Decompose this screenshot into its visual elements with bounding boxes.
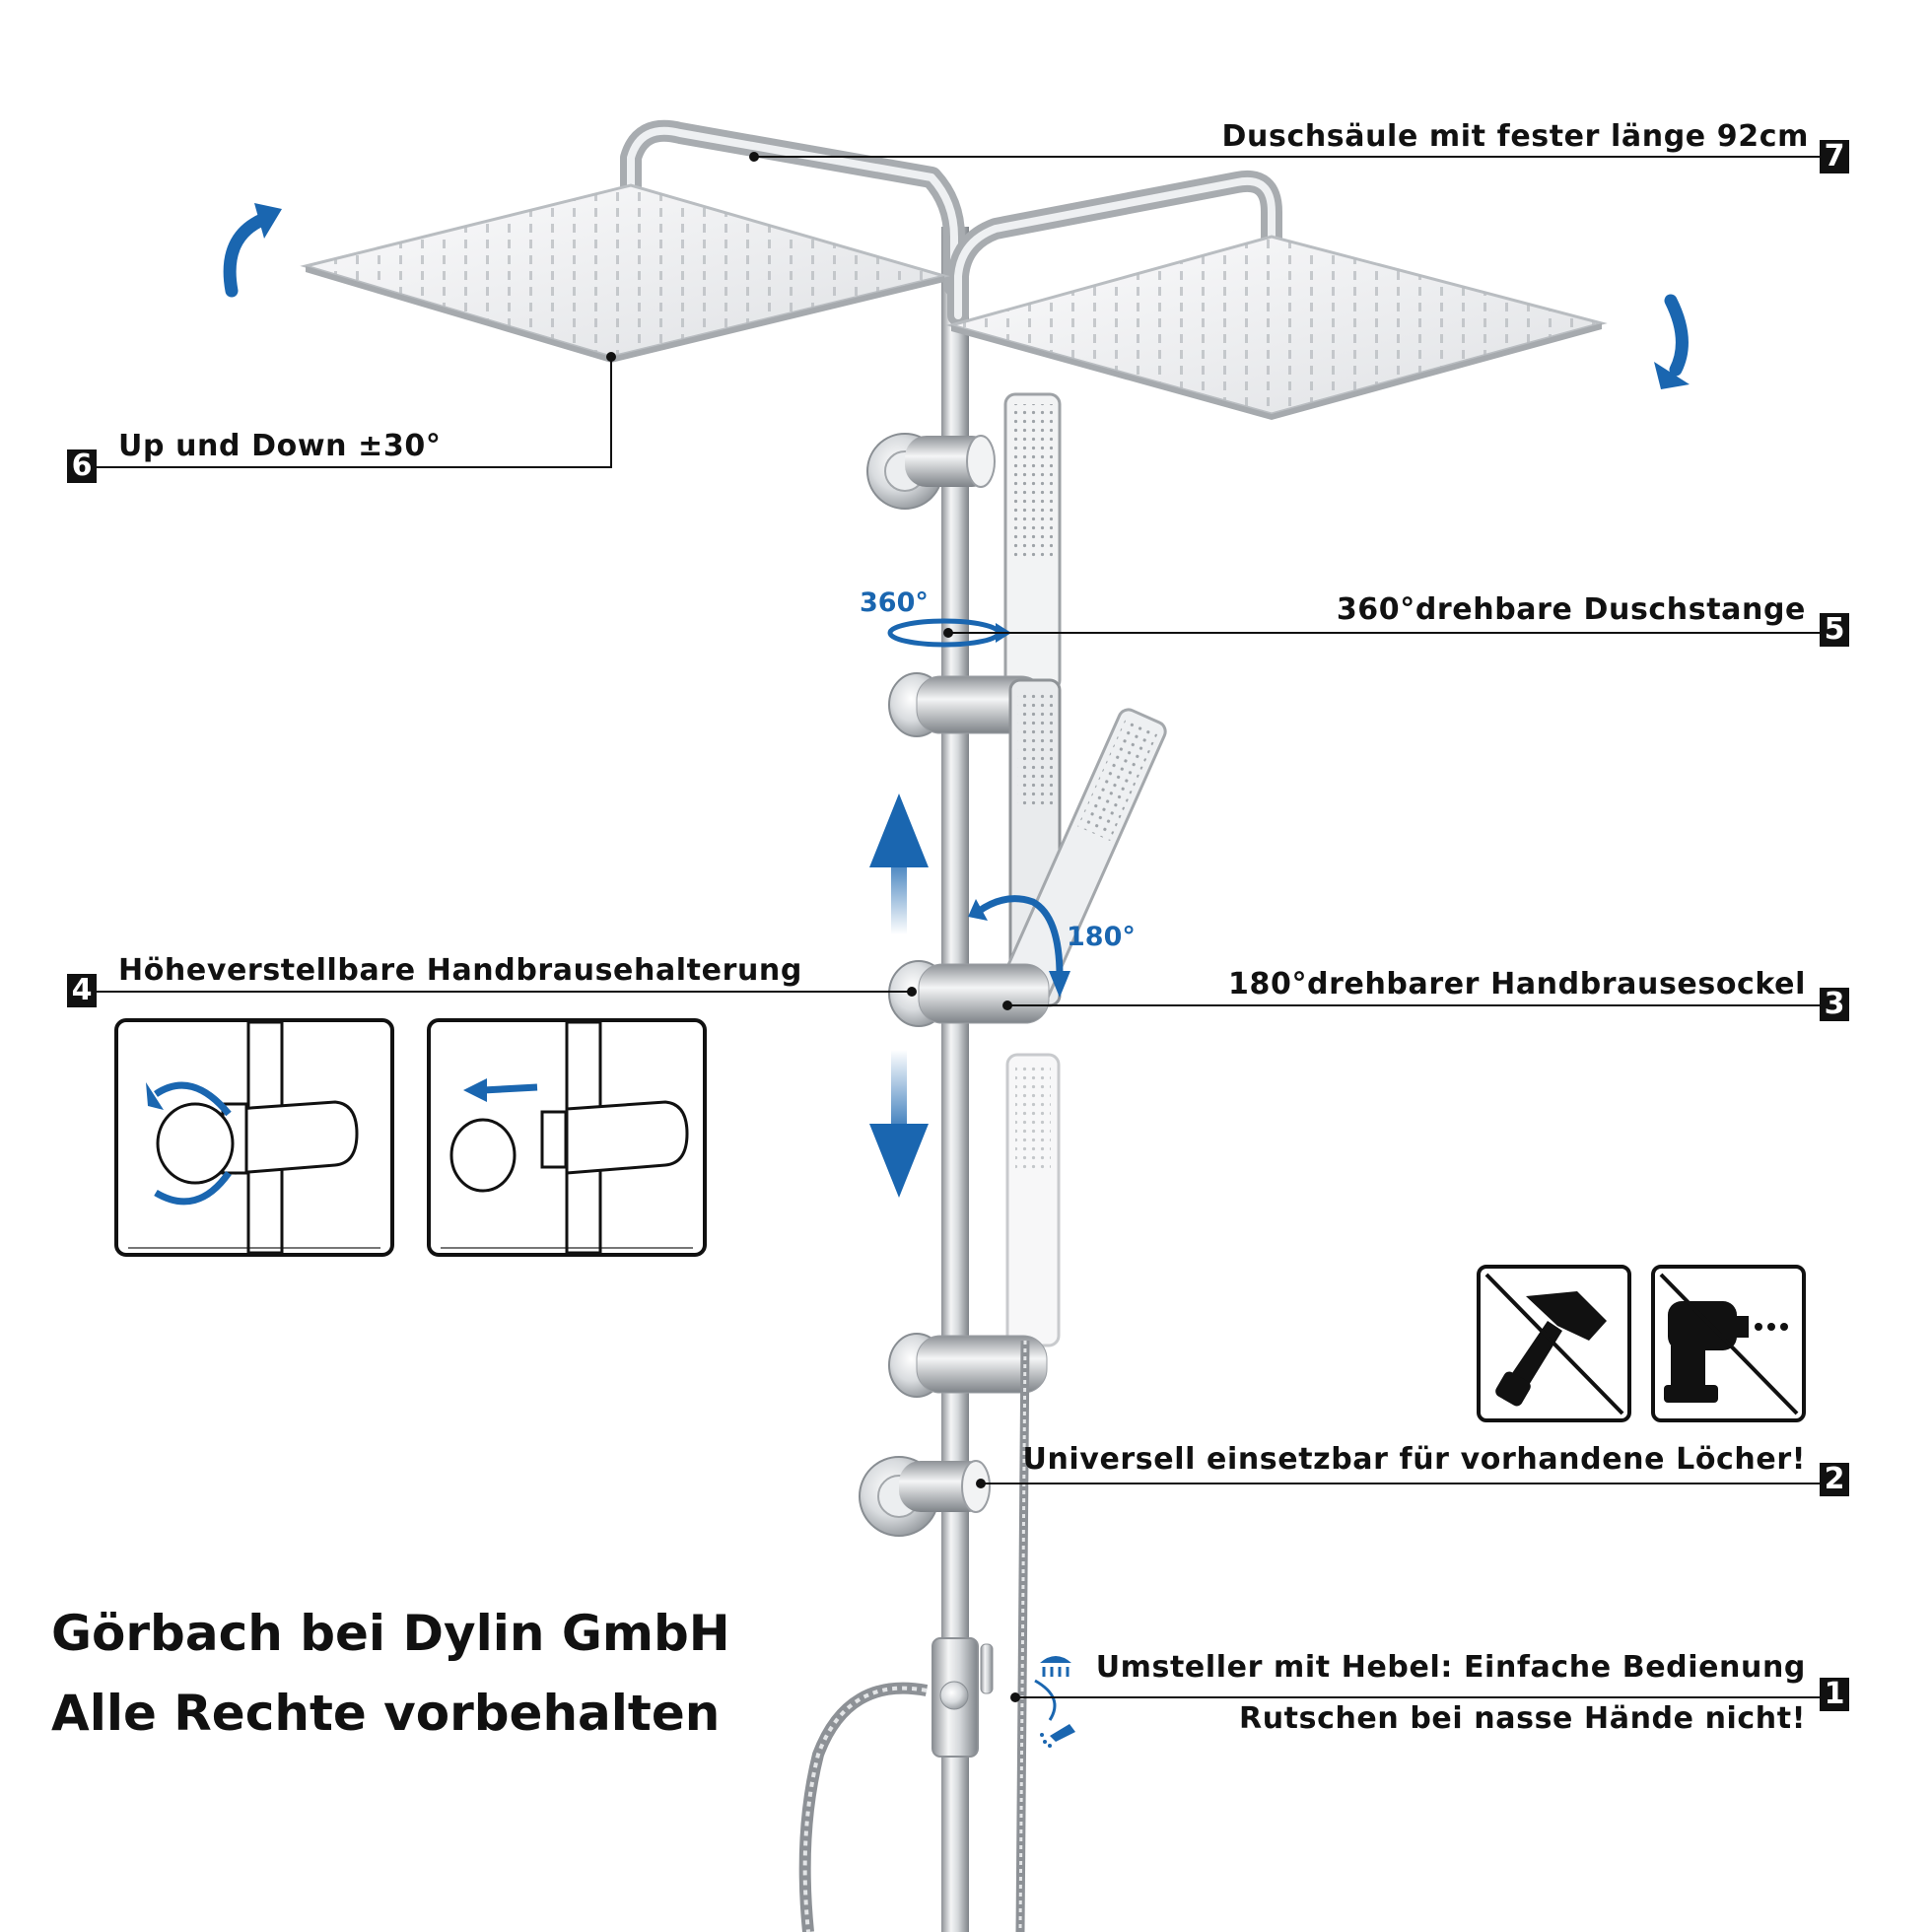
callout-3-label: 180°drehbarer Handbrausesockel: [1228, 967, 1806, 1001]
callout-2-badge: 2: [1820, 1463, 1849, 1496]
left-rain-shower-head: [306, 185, 944, 363]
hand-shower-icon: [1040, 1724, 1075, 1748]
upper-wall-bracket: [867, 434, 995, 509]
rain-shower-icon: [1040, 1656, 1071, 1677]
lower-wall-bracket: [860, 1457, 990, 1536]
callout-3-badge: 3: [1820, 988, 1849, 1021]
up-rotate-arrow-icon: [230, 219, 264, 291]
callout-7-badge: 7: [1820, 140, 1849, 173]
callout-2-label: Universell einsetzbar für vorhandene Löcher!: [1022, 1442, 1806, 1477]
detail-inset-pull-knob: [429, 1020, 705, 1255]
detail-inset-rotate-knob: [116, 1020, 392, 1255]
callout-1-label-2: Rutschen bei nasse Hände nicht!: [1239, 1701, 1806, 1736]
callout-6-label: Up und Down ±30°: [118, 429, 442, 463]
callout-4-label: Höheverstellbare Handbrausehalterung: [118, 953, 802, 988]
callout-5-badge: 5: [1820, 613, 1849, 647]
diverter-arc-icon: [1035, 1681, 1055, 1720]
callout-1-badge: 1: [1820, 1678, 1849, 1711]
callout-7-label: Duschsäule mit fester länge 92cm: [1221, 119, 1809, 154]
callout-4-badge: 4: [67, 974, 97, 1007]
diverter-valve: [932, 1638, 993, 1757]
no-drill-icon: [1653, 1267, 1804, 1420]
rotate-360-label: 360°: [860, 587, 929, 618]
rights-reserved: Alle Rechte vorbehalten: [51, 1685, 721, 1742]
callout-6-badge: 6: [67, 449, 97, 483]
diverter-hose: [805, 1689, 927, 1932]
right-rain-shower-head: [951, 237, 1602, 420]
no-hammer-icon: [1479, 1267, 1629, 1420]
hand-shower-lower: [1007, 1055, 1059, 1346]
callout-1-label: Umsteller mit Hebel: Einfache Bedienung: [1095, 1650, 1806, 1685]
company-name: Görbach bei Dylin GmbH: [51, 1605, 730, 1662]
hand-shower-top: [1005, 394, 1060, 690]
callout-5-label: 360°drehbare Duschstange: [1336, 592, 1806, 627]
rotate-180-label: 180°: [1067, 922, 1136, 952]
down-rotate-arrow-icon: [1671, 301, 1682, 370]
